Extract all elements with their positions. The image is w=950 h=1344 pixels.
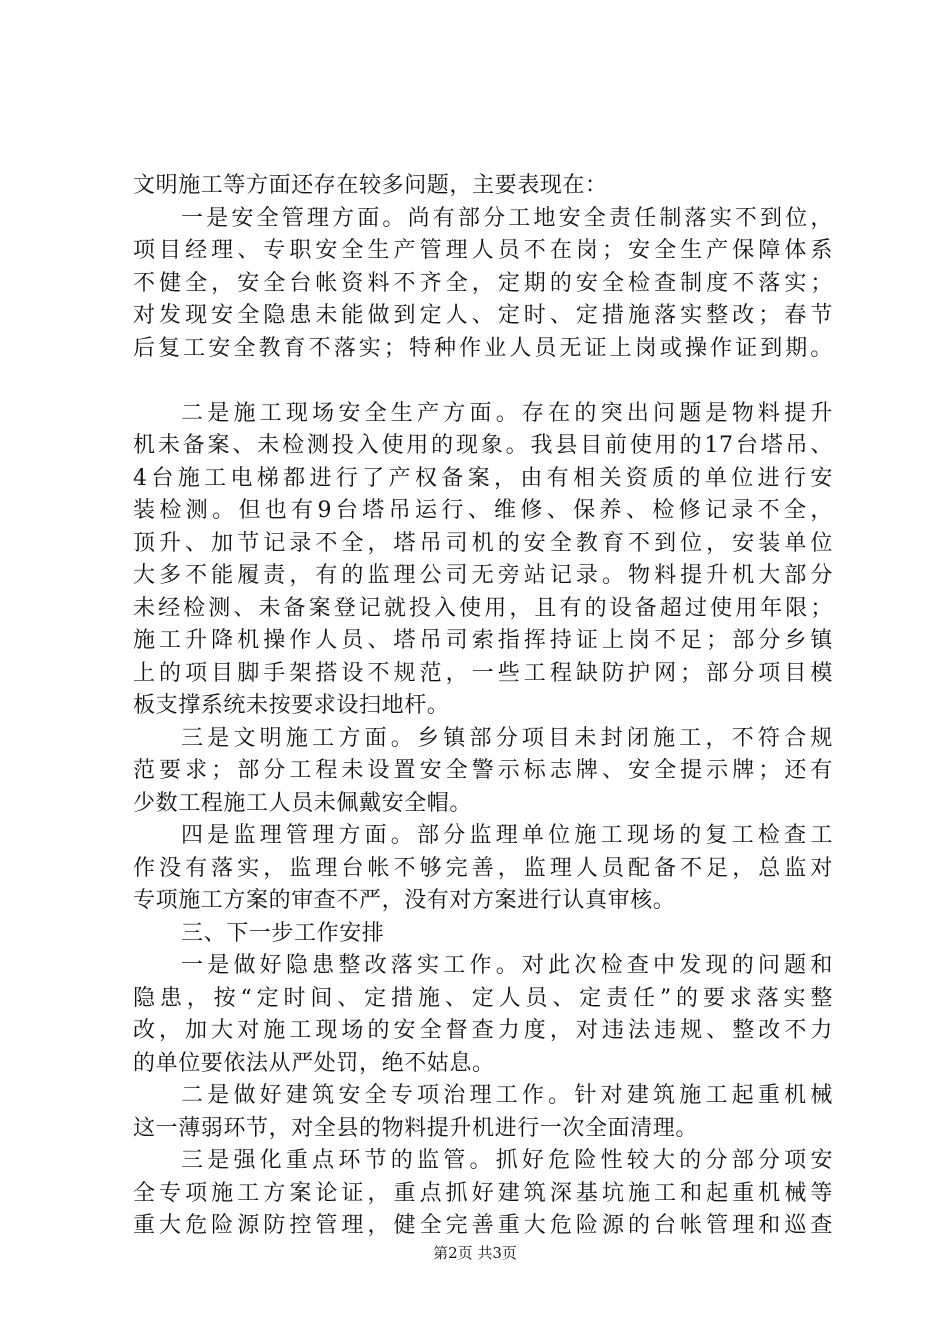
text-line: 三是文明施工方面。乡镇部分项目未封闭施工，不符合规 xyxy=(181,725,833,751)
text-line: 这一薄弱环节，对全县的物料提升机进行一次全面清理。 xyxy=(133,1115,699,1141)
text-line: 机未备案、未检测投入使用的现象。我县目前使用的17台塔吊、 xyxy=(133,433,833,458)
text-line: 上的项目脚手架搭设不规范，一些工程缺防护网；部分项目模 xyxy=(133,660,833,686)
text-line: 二是做好建筑安全专项治理工作。针对建筑施工起重机械 xyxy=(181,1083,833,1108)
text-line: 专项施工方案的审查不严，没有对方案进行认真审核。 xyxy=(133,888,676,913)
text-line: 施工升降机操作人员、塔吊司索指挥持证上岗不足；部分乡镇 xyxy=(133,628,833,653)
text-line: 未经检测、未备案登记就投入使用，且有的设备超过使用年限； xyxy=(133,595,833,621)
text-line: 少数工程施工人员未佩戴安全帽。 xyxy=(133,790,473,816)
text-line: 不健全，安全台帐资料不齐全，定期的安全检查制度不落实； xyxy=(133,270,833,296)
text-line: 文明施工等方面还存在较多问题，主要表现在： xyxy=(133,173,608,198)
page-number-footer: 第2页 共3页 xyxy=(433,1244,517,1262)
text-line: 四是监理管理方面。部分监理单位施工现场的复工检查工 xyxy=(181,823,833,848)
text-line: 4台施工电梯都进行了产权备案，由有相关资质的单位进行安 xyxy=(133,465,833,491)
text-line: 范要求；部分工程未设置安全警示标志牌、安全提示牌；还有 xyxy=(133,758,833,783)
text-line: 全专项施工方案论证，重点抓好建筑深基坑施工和起重机械等 xyxy=(133,1180,833,1206)
text-line: 对发现安全隐患未能做到定人、定时、定措施落实整改；春节 xyxy=(133,303,833,328)
text-line: 一是安全管理方面。尚有部分工地安全责任制落实不到位， xyxy=(181,205,833,231)
text-line: 重大危险源防控管理，健全完善重大危险源的台帐管理和巡查 xyxy=(133,1213,833,1238)
text-line: 装检测。但也有9台塔吊运行、维修、保养、检修记录不全， xyxy=(133,498,833,523)
text-line: 项目经理、专职安全生产管理人员不在岗；安全生产保障体系 xyxy=(133,238,833,263)
text-line: 大多不能履责，有的监理公司无旁站记录。物料提升机大部分 xyxy=(133,563,833,588)
text-line: 的单位要依法从严处罚，绝不姑息。 xyxy=(133,1050,495,1076)
paragraph-gap xyxy=(133,365,833,398)
text-line: 改，加大对施工现场的安全督查力度，对违法违规、整改不力 xyxy=(133,1018,833,1043)
text-line: 后复工安全教育不落实；特种作业人员无证上岗或操作证到期。 xyxy=(133,335,833,361)
text-line: 二是施工现场安全生产方面。存在的突出问题是物料提升 xyxy=(181,400,833,426)
section-heading: 三、下一步工作安排 xyxy=(181,920,385,946)
body-text xyxy=(133,170,833,1243)
text-line: 一是做好隐患整改落实工作。对此次检查中发现的问题和 xyxy=(181,953,833,978)
text-line: 三是强化重点环节的监管。抓好危险性较大的分部分项安 xyxy=(181,1148,833,1173)
text-line: 板支撑系统未按要求设扫地杆。 xyxy=(133,693,450,718)
text-line: 顶升、加节记录不全，塔吊司机的安全教育不到位，安装单位 xyxy=(133,530,833,556)
text-line: 隐患，按“定时间、定措施、定人员、定责任”的要求落实整 xyxy=(133,985,833,1011)
text-line: 作没有落实，监理台帐不够完善，监理人员配备不足，总监对 xyxy=(133,855,833,881)
